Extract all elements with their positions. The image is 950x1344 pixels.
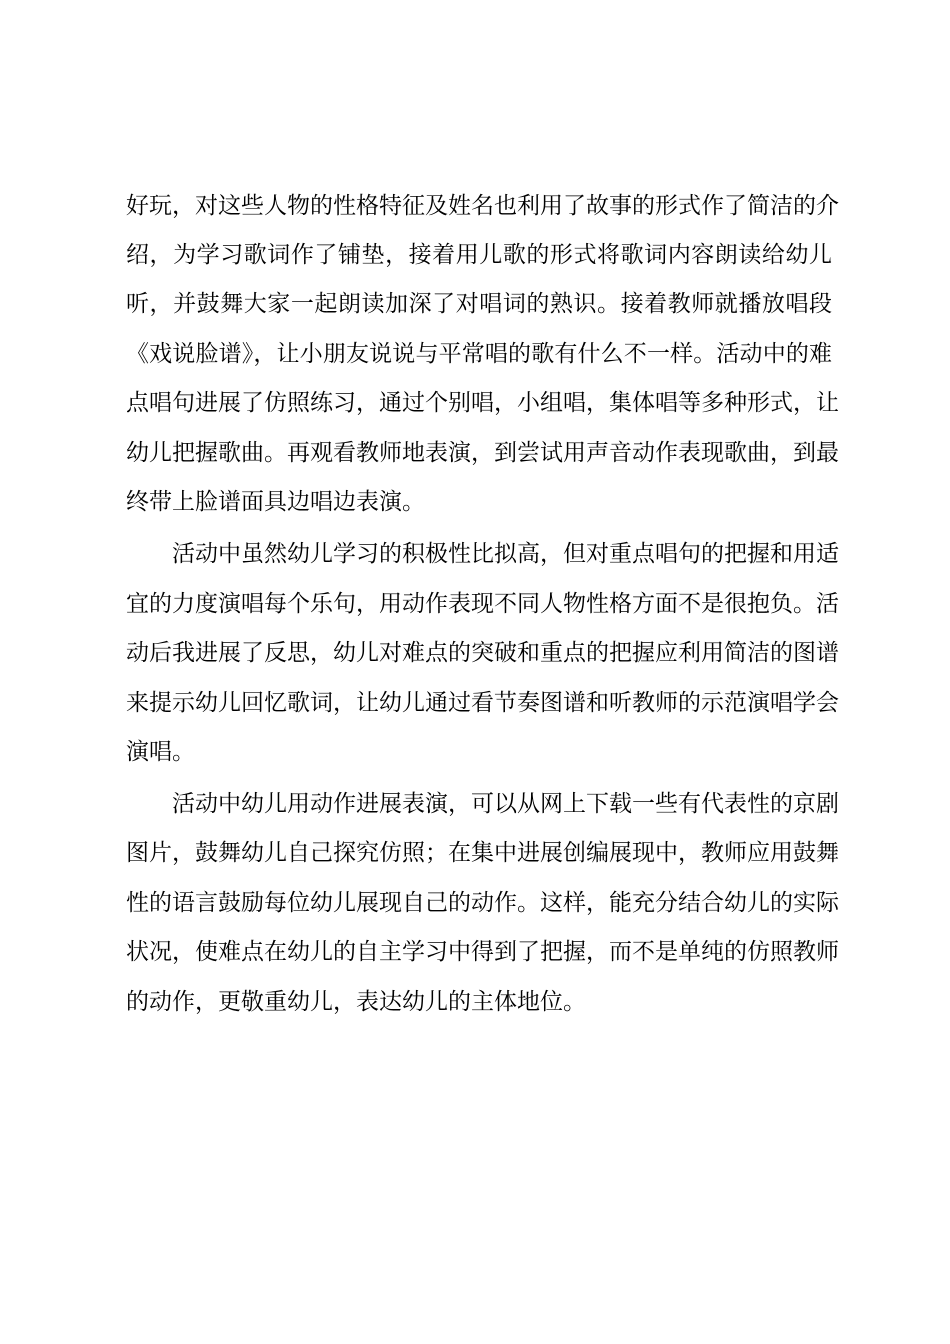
paragraph-line: 点唱句进展了仿照练习，通过个别唱，小组唱，集体唱等多种形式，让 xyxy=(126,390,839,416)
paragraph-line: 宜的力度演唱每个乐句，用动作表现不同人物性格方面不是很抱负。活 xyxy=(126,591,839,617)
paragraph-line: 幼儿把握歌曲。再观看教师地表演，到尝试用声音动作表现歌曲，到最 xyxy=(126,440,839,466)
paragraph-line: 来提示幼儿回忆歌词，让幼儿通过看节奏图谱和听教师的示范演唱学会 xyxy=(126,690,839,716)
paragraph-line: 终带上脸谱面具边唱边表演。 xyxy=(126,489,425,515)
paragraph-line: 活动中幼儿用动作进展表演，可以从网上下载一些有代表性的京剧 xyxy=(172,791,839,817)
paragraph-line: 《戏说脸谱》，让小朋友说说与平常唱的歌有什么不一样。活动中的难 xyxy=(126,341,832,367)
paragraph-line: 的动作，更敬重幼儿，表达幼儿的主体地位。 xyxy=(126,989,586,1015)
paragraph-line: 图片，鼓舞幼儿自己探究仿照；在集中进展创编展现中，教师应用鼓舞 xyxy=(126,840,839,866)
paragraph-line: 活动中虽然幼儿学习的积极性比拟高，但对重点唱句的把握和用适 xyxy=(172,541,839,567)
paragraph-line: 性的语言鼓励每位幼儿展现自己的动作。这样，能充分结合幼儿的实际 xyxy=(126,890,839,916)
paragraph-line: 好玩，对这些人物的性格特征及姓名也利用了故事的形式作了简洁的介 xyxy=(126,193,839,219)
paragraph-line: 演唱。 xyxy=(126,739,195,765)
paragraph-line: 绍，为学习歌词作了铺垫，接着用儿歌的形式将歌词内容朗读给幼儿 xyxy=(126,242,832,268)
paragraph-line: 听，并鼓舞大家一起朗读加深了对唱词的熟识。接着教师就播放唱段 xyxy=(126,291,832,317)
paragraph-line: 状况，使难点在幼儿的自主学习中得到了把握，而不是单纯的仿照教师 xyxy=(126,939,839,965)
paragraph-line: 动后我进展了反思，幼儿对难点的突破和重点的把握应利用简洁的图谱 xyxy=(126,640,839,666)
